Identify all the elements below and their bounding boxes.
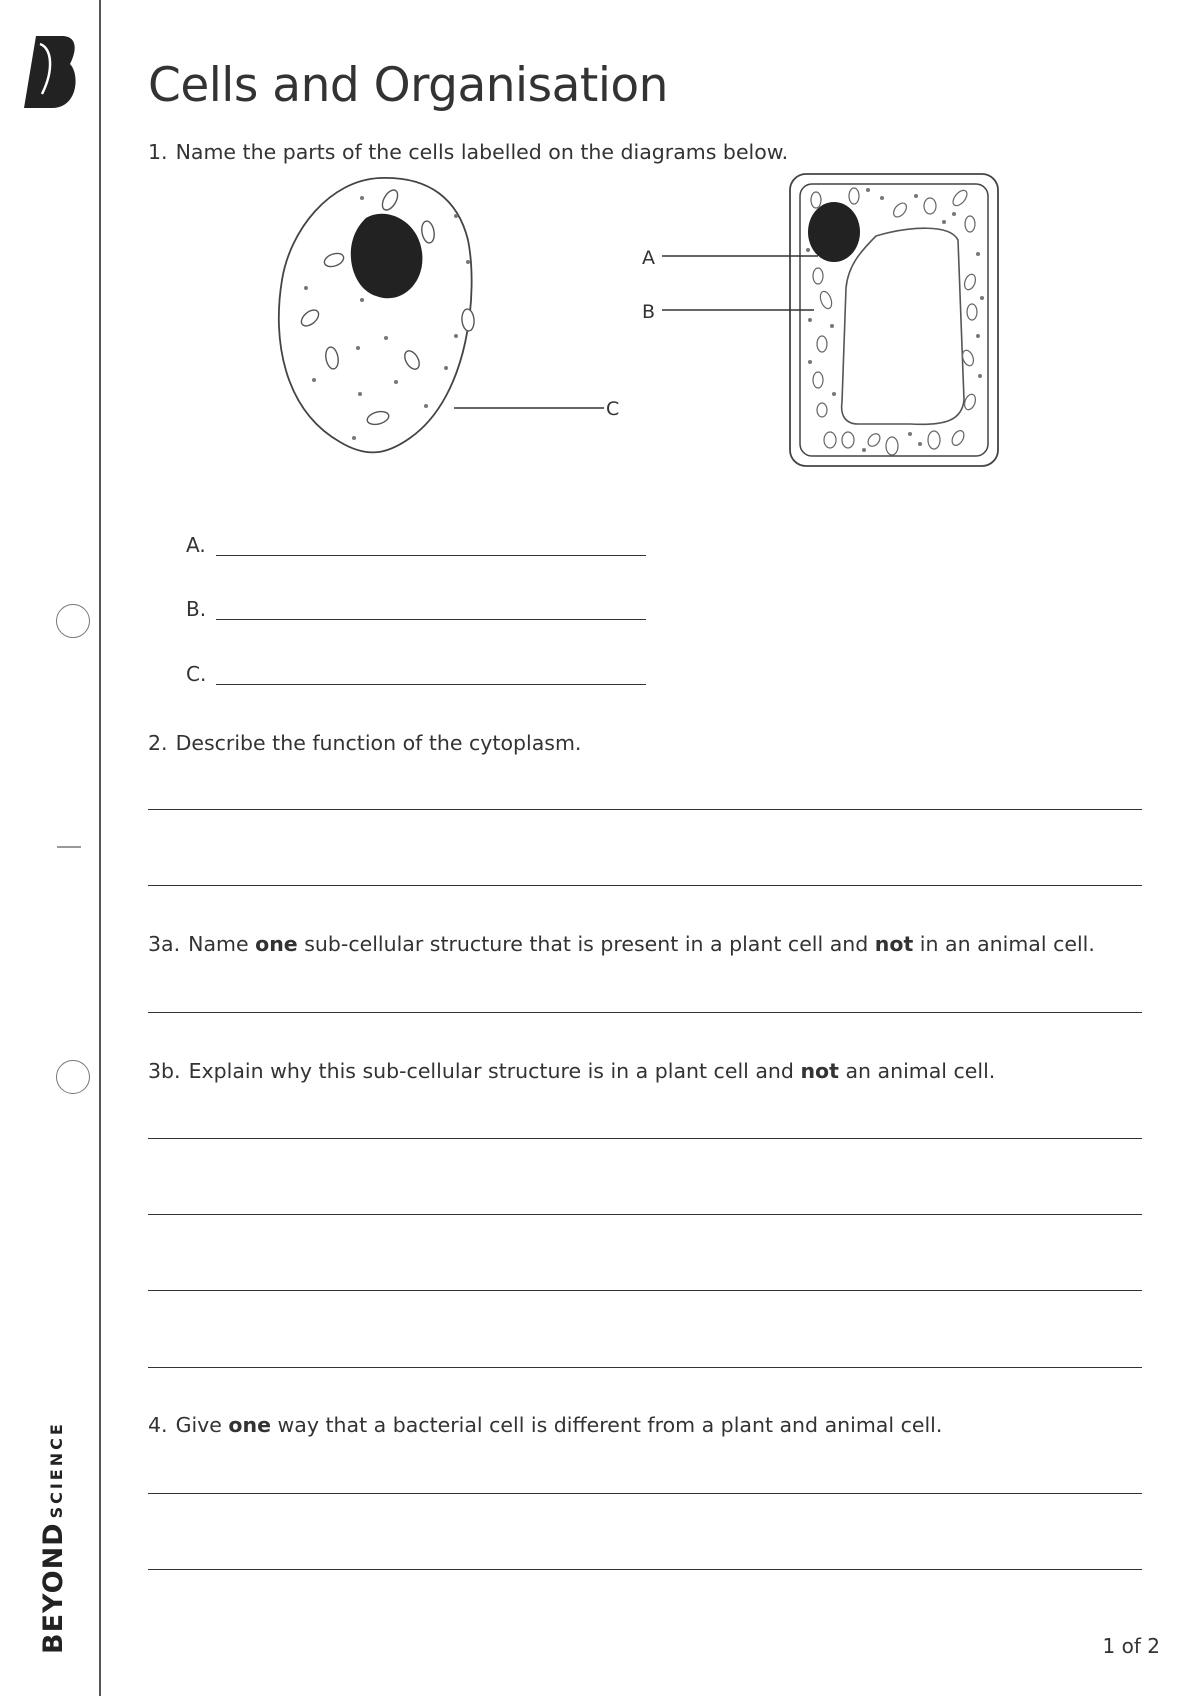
question-text: sub-cellular structure that is present in a plant cell and bbox=[297, 932, 875, 956]
plant-cell bbox=[642, 174, 998, 466]
answer-line[interactable] bbox=[148, 1138, 1142, 1139]
diagram-label-b: B bbox=[642, 301, 656, 323]
brand-wordmark bbox=[38, 1421, 69, 1654]
question-1 bbox=[148, 140, 788, 164]
plant-nucleus bbox=[808, 202, 860, 262]
question-2 bbox=[148, 731, 581, 755]
answer-line[interactable] bbox=[148, 1214, 1142, 1215]
answer-line-c[interactable] bbox=[216, 684, 646, 685]
question-3b bbox=[148, 1059, 995, 1083]
question-text: in an animal cell. bbox=[913, 932, 1095, 956]
question-text: way that a bacterial cell is different from a plant and animal cell. bbox=[271, 1413, 943, 1437]
answer-line-b[interactable] bbox=[216, 619, 646, 620]
question-text: Name bbox=[188, 932, 256, 956]
emphasis: not bbox=[800, 1059, 839, 1083]
question-4 bbox=[148, 1413, 942, 1437]
question-number: 3a. bbox=[148, 932, 181, 956]
beyond-logo-icon bbox=[22, 34, 78, 110]
question-number: 4. bbox=[148, 1413, 168, 1437]
emphasis: one bbox=[228, 1413, 271, 1437]
answer-line[interactable] bbox=[148, 1012, 1142, 1013]
answer-line[interactable] bbox=[148, 1493, 1142, 1494]
diagram-label-a: A bbox=[642, 247, 655, 269]
brand-word: BEYOND bbox=[38, 1522, 69, 1654]
question-number: 3b. bbox=[148, 1059, 181, 1083]
question-text: an animal cell. bbox=[838, 1059, 996, 1083]
sidebar-divider bbox=[99, 0, 101, 1696]
fold-mark bbox=[57, 846, 81, 848]
page-title: Cells and Organisation bbox=[148, 58, 668, 113]
diagram-label-c: C bbox=[606, 398, 620, 420]
question-number: 2. bbox=[148, 731, 168, 755]
answer-line[interactable] bbox=[148, 1290, 1142, 1291]
brand-sub: SCIENCE bbox=[47, 1421, 66, 1519]
answer-line[interactable] bbox=[148, 885, 1142, 886]
question-text: Explain why this sub-cellular structure is in a plant cell and bbox=[188, 1059, 801, 1083]
answer-label-b: B. bbox=[186, 597, 207, 621]
emphasis: not bbox=[874, 932, 914, 956]
answer-line[interactable] bbox=[148, 1367, 1142, 1368]
cell-diagrams bbox=[270, 170, 1010, 490]
answer-label-a: A. bbox=[186, 533, 206, 557]
answer-line-a[interactable] bbox=[216, 555, 646, 556]
question-text: Describe the function of the cytoplasm. bbox=[175, 731, 582, 755]
punch-hole-top bbox=[56, 604, 90, 638]
question-number: 1. bbox=[148, 140, 168, 164]
plant-vacuole bbox=[842, 228, 964, 424]
emphasis: one bbox=[255, 932, 298, 956]
answer-line[interactable] bbox=[148, 1569, 1142, 1570]
punch-hole-bottom bbox=[56, 1060, 90, 1094]
question-text: Give bbox=[175, 1413, 229, 1437]
animal-cell bbox=[279, 178, 619, 453]
page-number: 1 of 2 bbox=[1102, 1634, 1160, 1658]
question-3a bbox=[148, 932, 1095, 956]
question-text: Name the parts of the cells labelled on the diagrams below. bbox=[175, 140, 789, 164]
answer-label-c: C. bbox=[186, 662, 207, 686]
answer-line[interactable] bbox=[148, 809, 1142, 810]
